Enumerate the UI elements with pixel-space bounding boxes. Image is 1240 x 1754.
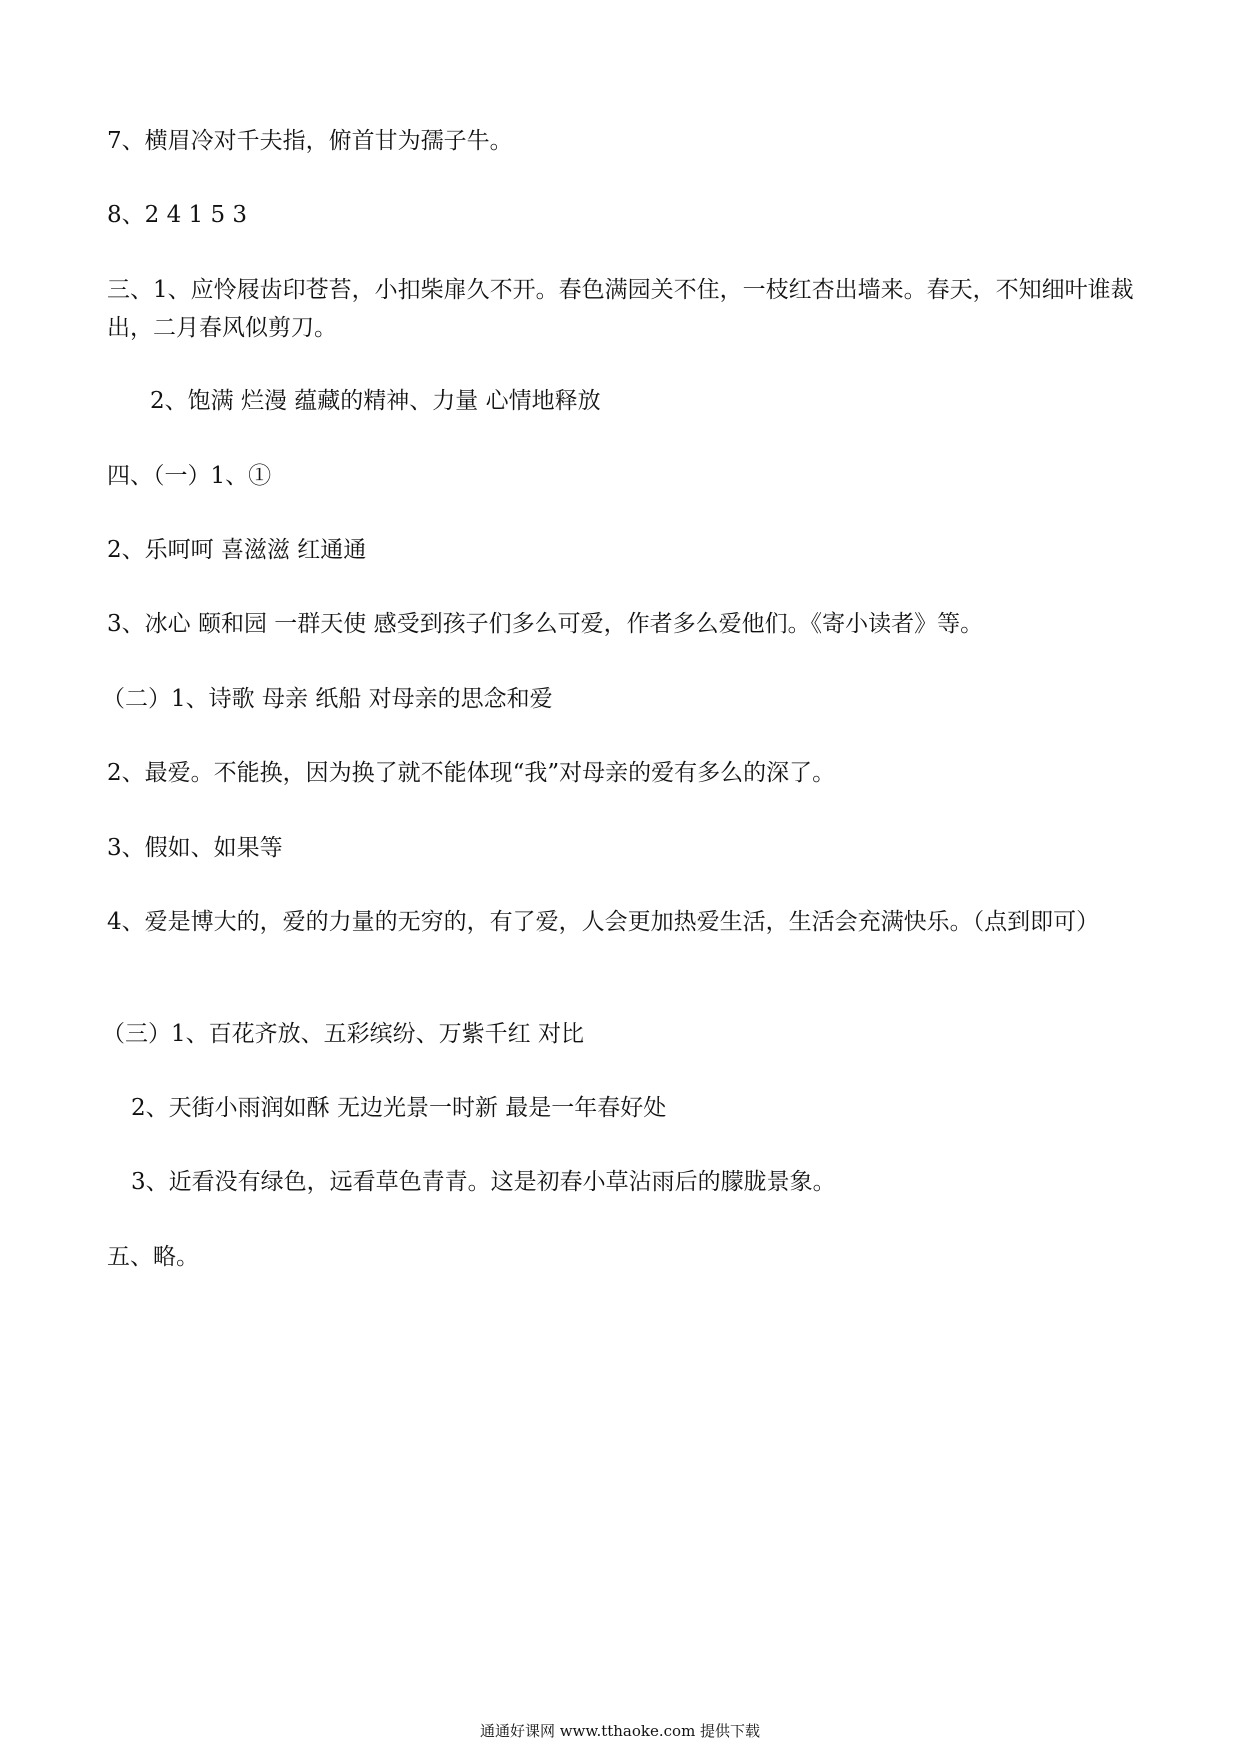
answer-section-4-part-1-item-1: 四、（一）1、① [107, 463, 272, 489]
answer-section-4-part-2-item-1: （二）1、诗歌 母亲 纸船 对母亲的思念和爱 [102, 686, 553, 712]
answer-section-4-part-1-item-3: 3、冰心 颐和园 一群天使 感受到孩子们多么可爱，作者多么爱他们。《寄小读者》等。 [107, 611, 984, 637]
answer-section-3-item-1: 三、1、应怜屐齿印苍苔，小扣柴扉久不开。春色满园关不住，一枝红杏出墙来。春天，不知细叶谁裁出，二月春风似剪刀。 [107, 277, 1134, 341]
answer-section-4-part-2-item-3: 3、假如、如果等 [107, 835, 283, 861]
answer-line-8: 8、2 4 1 5 3 [107, 202, 248, 228]
answer-section-3-item-2: 2、饱满 烂漫 蕴藏的精神、力量 心情地释放 [150, 388, 601, 414]
answer-section-4-part-3-item-1: （三）1、百花齐放、五彩缤纷、万紫千红 对比 [102, 1021, 584, 1047]
answer-section-4-part-2-item-4: 4、爱是博大的，爱的力量的无穷的，有了爱，人会更加热爱生活，生活会充满快乐。（点到即可） [107, 909, 1100, 935]
page-footer: 通通好课网 www.tthaoke.com 提供下载 [479, 1722, 761, 1740]
answer-section-4-part-1-item-2: 2、乐呵呵 喜滋滋 红通通 [107, 537, 367, 563]
answer-line-7: 7、横眉冷对千夫指，俯首甘为孺子牛。 [107, 128, 513, 154]
answer-section-4-part-2-item-2: 2、最爱。不能换，因为换了就不能体现“我”对母亲的爱有多么的深了。 [107, 760, 836, 786]
answer-section-5: 五、略。 [107, 1244, 199, 1270]
answer-section-4-part-3-item-3: 3、近看没有绿色，远看草色青青。这是初春小草沾雨后的朦胧景象。 [131, 1169, 836, 1195]
answer-section-4-part-3-item-2: 2、天街小雨润如酥 无边光景一时新 最是一年春好处 [131, 1095, 667, 1121]
